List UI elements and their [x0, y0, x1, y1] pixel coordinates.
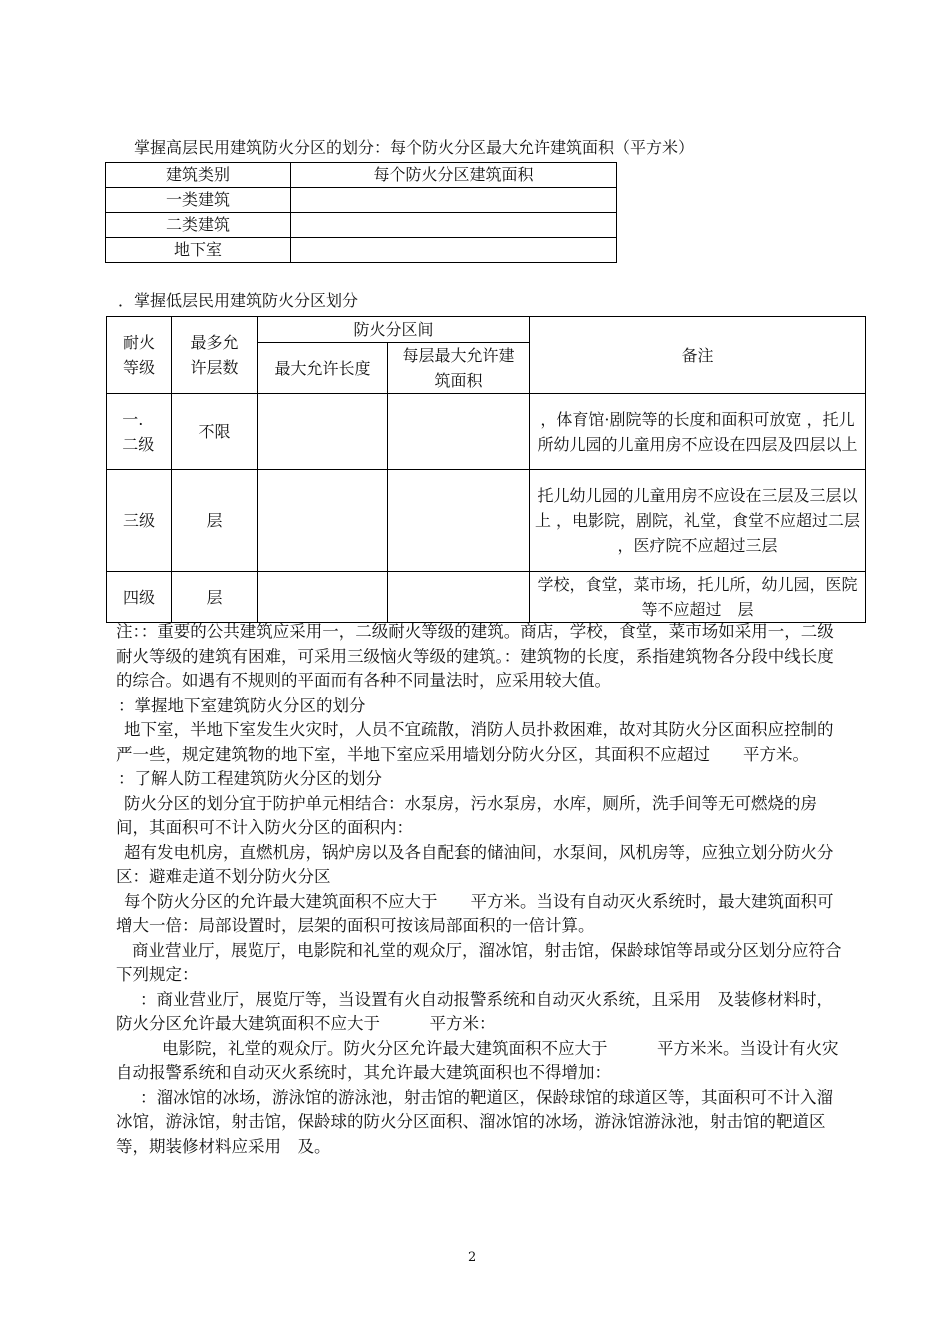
- heading-highrise: 掌握高层民用建筑防火分区的划分：每个防火分区最大允许建筑面积（平方米）: [134, 138, 695, 157]
- table1-cell: [291, 238, 617, 263]
- note-paragraph: 注：：重要的公共建筑应采用一，二级耐火等级的建筑。商店，学校，食堂，菜市场如采用一，二级耐火等级的建筑有困难，可采用三级恼火等级的建筑。：建筑物的长度，系指建筑物各分段中线长度的综合。如遇有不规则的平面而有各种不同量法时，应采用较大值。: [116, 622, 834, 690]
- header-fire-zone: 防火分区间: [258, 317, 530, 343]
- row-length: [258, 572, 388, 623]
- table1-cell: 一类建筑: [106, 188, 291, 213]
- row-grade: 四级: [107, 572, 172, 623]
- row-floors: 层: [172, 572, 258, 623]
- table1-header-area: 每个防火分区建筑面积: [291, 163, 617, 188]
- row-grade: 三级: [107, 470, 172, 572]
- table1-cell: 二类建筑: [106, 213, 291, 238]
- paragraph: ：商业营业厅，展览厅等，当设置有火自动报警系统和自动灭火系统，且采用 及装修材料时，防火分区允许最大建筑面积不应大于 平方米：: [116, 989, 833, 1033]
- row-grade: 一.二级: [107, 394, 172, 470]
- header-max-area: 每层最大允许建筑面积: [388, 343, 530, 394]
- lowrise-table: [106, 316, 866, 623]
- paragraph: ：溜冰馆的冰场，游泳馆的游泳池，射击馆的靶道区，保龄球馆的球道区等，其面积可不计入溜冰馆，游泳馆，射击馆，保龄球的防火分区面积、溜冰馆的冰场，游泳馆游泳池，射击馆的靶道区等，期装修材料应采用 及。: [116, 1087, 833, 1156]
- page-number: 2: [468, 1250, 477, 1265]
- row-length: [258, 470, 388, 572]
- row-remark: ，体育馆·剧院等的长度和面积可放宽 ，托儿所幼儿园的儿童用房不应设在四层及四层以上: [530, 394, 866, 470]
- header-grade: 耐火等级: [107, 317, 172, 394]
- section-heading-basement: ：掌握地下室建筑防火分区的划分: [118, 695, 366, 715]
- highrise-table: [105, 162, 617, 263]
- paragraph: 防火分区的划分宜于防护单元相结合：水泵房，污水泵房，水库，厕所，洗手间等无可燃烧的房间，其面积可不计入防火分区的面积内：: [116, 793, 817, 837]
- paragraph: 超有发电机房，直燃机房，锅炉房以及各自配套的储油间，水泵间，风机房等，应独立划分防火分区：避难走道不划分防火分区: [116, 842, 834, 886]
- row-area: [388, 470, 530, 572]
- row-area: [388, 394, 530, 470]
- heading-lowrise: ．掌握低层民用建筑防火分区划分: [118, 291, 359, 310]
- row-floors: 不限: [172, 394, 258, 470]
- row-floors: 层: [172, 470, 258, 572]
- header-remark: 备注: [530, 317, 866, 394]
- row-remark: 学校，食堂，菜市场，托儿所，幼儿园，医院等不应超过 层: [530, 572, 866, 623]
- table1-header-category: 建筑类别: [106, 163, 291, 188]
- table1-cell: 地下室: [106, 238, 291, 263]
- paragraph: 每个防火分区的允许最大建筑面积不应大于 平方米。当设有自动灭火系统时，最大建筑面积可增大一倍：局部设置时，层架的面积可按该局部面积的一倍计算。: [116, 891, 834, 935]
- paragraph: 电影院，礼堂的观众厅。防火分区允许最大建筑面积不应大于 平方米米。当设计有火灾自动报警系统和自动灭火系统时，其允许最大建筑面积也不得增加：: [116, 1038, 839, 1082]
- row-remark: 托儿幼儿园的儿童用房不应设在三层及三层以上 ，电影院，剧院，礼堂，食堂不应超过二层 ，医疗院不应超过三层: [530, 470, 866, 572]
- paragraph: 地下室，半地下室发生火灾时，人员不宜疏散，消防人员扑救困难，故对其防火分区面积应控制的严一些，规定建筑物的地下室，半地下室应采用墙划分防火分区，其面积不应超过 平方米。: [116, 720, 834, 764]
- body-text: [116, 620, 846, 1159]
- header-floors: 最多允许层数: [172, 317, 258, 394]
- table1-cell: [291, 213, 617, 238]
- section-heading-civil-defense: ：了解人防工程建筑防火分区的划分: [118, 769, 382, 788]
- row-length: [258, 394, 388, 470]
- paragraph: 商业营业厅，展览厅，电影院和礼堂的观众厅，溜冰馆，射击馆，保龄球馆等昂或分区划分应符合下列规定：: [116, 940, 842, 984]
- table1-cell: [291, 188, 617, 213]
- header-max-length: 最大允许长度: [258, 343, 388, 394]
- row-area: [388, 572, 530, 623]
